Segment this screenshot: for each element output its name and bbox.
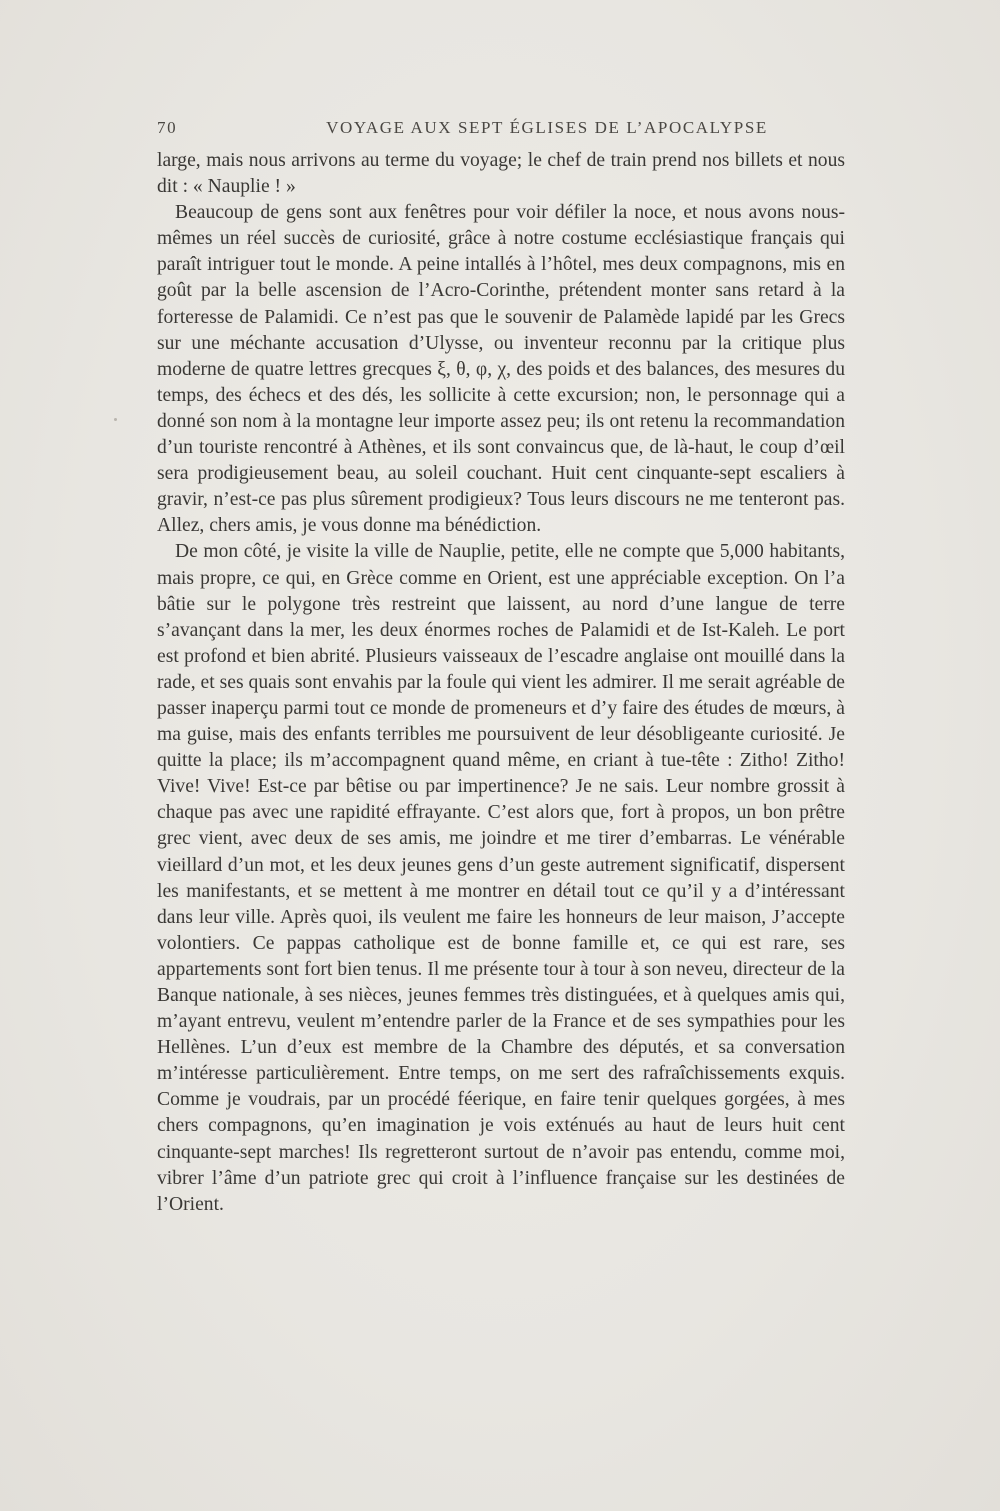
running-head: [157, 118, 847, 140]
running-title: VOYAGE AUX SEPT ÉGLISES DE L’APOCALYPSE: [326, 118, 768, 137]
paragraph-continued: large, mais nous arrivons au terme du voyage; le chef de train prend nos billets et nous dit : « Nauplie ! »: [157, 150, 845, 198]
body-text: [157, 148, 845, 1218]
paragraph-nauplie: De mon côté, je visite la ville de Nauplie, petite, elle ne compte que 5,000 habitants, mais propre, ce qui, en Grèce comme en Orient, est une appréciable exception. On l’a bâtie sur le polygone très restreint que laissent, au nord d’une langue de terre s’avançant dans la mer, les deux énormes roches de Palamidi et de Ist-Kaleh. Le port est profond et bien abrité. Plusieurs vaisseaux de l’escadre anglaise ont mouillé dans la rade, et ses quais sont envahis par la foule qui vient les admirer. Il me serait agréable de passer inaperçu parmi tout ce monde de promeneurs et d’y faire des études de mœurs, à ma guise, mais des enfants terribles me poursuivent de leur désobligeante curiosité. Je quitte la place; ils m’accompagnent quand même, en criant à tue-tête : Zitho! Zitho! Vive! Vive! Est-ce par bêtise ou par impertinence? Je ne sais. Leur nombre grossit à chaque pas avec une rapidité effrayante. C’est alors que, fort à propos, un bon prêtre grec vient, avec deux de ses amis, me joindre et me tirer d’embarras. Le vénérable vieillard d’un mot, et les deux jeunes gens d’un geste autrement significatif, dispersent les manifestants, et se mettent à me montrer en détail tout ce qu’il y a d’intéressant dans leur ville. Après quoi, ils veulent me faire les honneurs de leur maison, J’accepte volontiers. Ce pappas catholique est de bonne famille et, ce qui est rare, ses appartements sont fort bien tenus. Il me présente tour à tour à son neveu, directeur de la Banque nationale, à ses nièces, jeunes femmes très distinguées, et à quelques amis qui, m’ayant entrevu, veulent m’entendre parler de la France et de ses sympathies pour les Hellènes. L’un d’eux est membre de la Chambre des députés, et sa conversation m’intéresse particulièrement. Entre temps, on me sert des rafraîchissements exquis. Comme je voudrais, par un procédé féerique, en faire tenir quelques gorgées, à mes chers compagnons, qu’en imagination je vois exténués au haut de leurs huit cent cinquante-sept marches! Ils regretteront surtout de n’avoir pas entendu, comme moi, vibrer l’âme d’un patriote grec qui croit à l’influence française sur les destinées de l’Orient.: [157, 541, 845, 1215]
page-number: 70: [157, 118, 178, 137]
paragraph-palamidi: Beaucoup de gens sont aux fenêtres pour voir défiler la noce, et nous avons nous-mêmes un réel succès de curiosité, grâce à notre costume ecclésiastique français qui paraît intriguer tout le monde. A peine intallés à l’hôtel, mes deux compagnons, mis en goût par la belle ascension de l’Acro-Corinthe, prétendent monter sans retard à la forteresse de Palamidi. Ce n’est pas que le souvenir de Palamède lapidé par les Grecs sur une méchante accusation d’Ulysse, ou inventeur reconnu par la critique plus moderne de quatre lettres grecques ξ, θ, φ, χ, des poids et des balances, des mesures du temps, des échecs et des dés, les sollicite à cette excursion; non, le personnage qui a donné son nom à la montagne leur importe assez peu; ils ont retenu la recommandation d’un touriste rencontré à Athènes, et ils sont convaincus que, de là-haut, le coup d’œil sera prodigieusement beau, au soleil couchant. Huit cent cinquante-sept escaliers à gravir, n’est-ce pas plus sûrement prodigieux? Tous leurs discours ne me tenteront pas. Allez, chers amis, je vous donne ma bénédiction.: [157, 202, 845, 537]
paper-speck: [114, 418, 117, 421]
